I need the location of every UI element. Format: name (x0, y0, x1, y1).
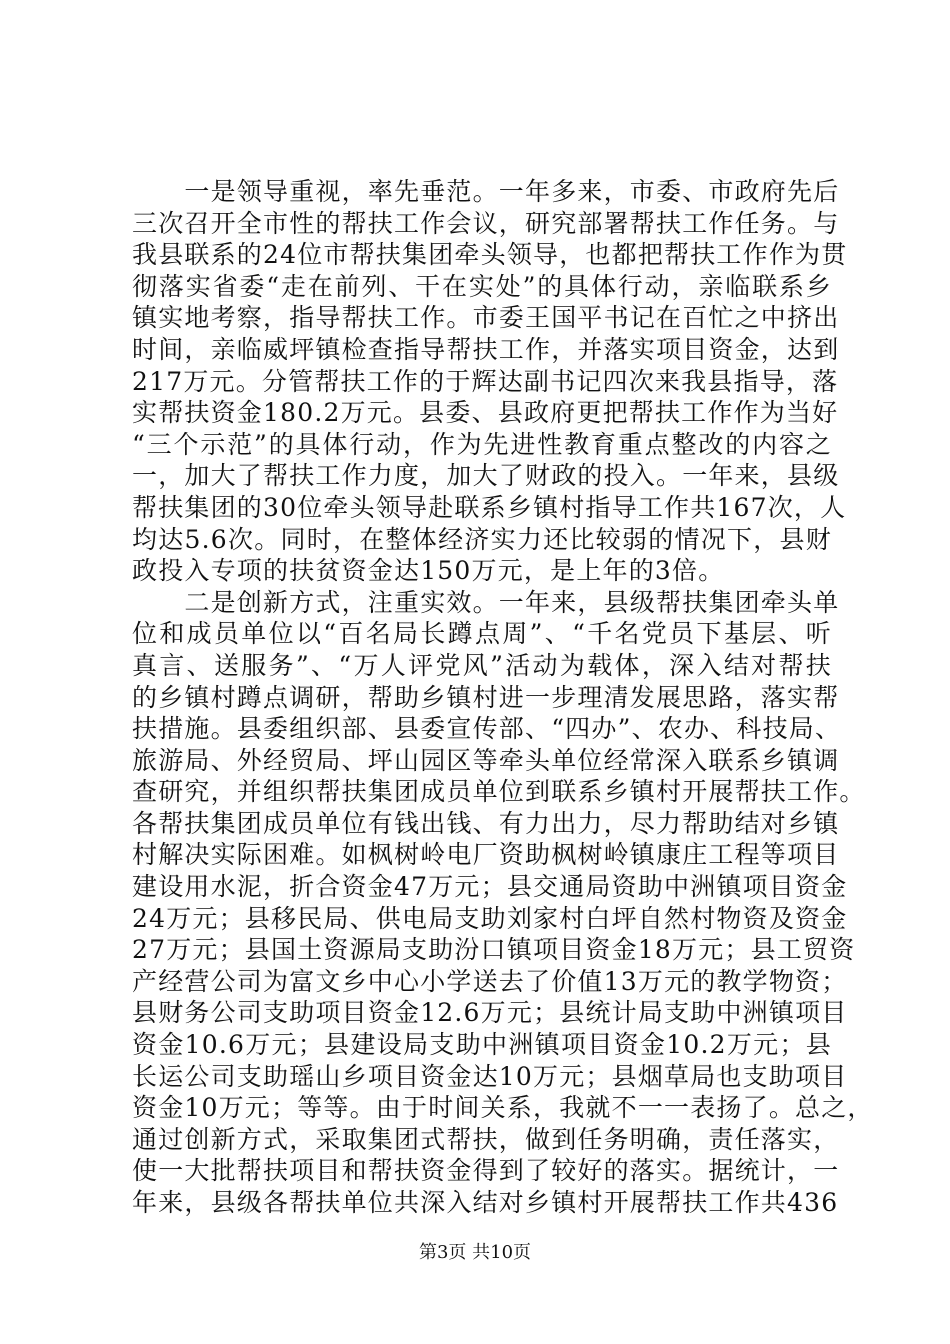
text-line: 一，加大了帮扶工作力度，加大了财政的投入。一年来，县级 (132, 461, 840, 491)
text-line: 均达5.6次。同时，在整体经济实力还比较弱的情况下，县财 (132, 524, 832, 554)
text-line: 27万元；县国土资源局支助汾口镇项目资金18万元；县工贸资 (132, 935, 856, 965)
text-line: 24万元；县移民局、供电局支助刘家村白坪自然村物资及资金 (132, 903, 848, 933)
paragraph-innovation (132, 587, 874, 1219)
body-text (132, 176, 874, 1219)
text-line: 各帮扶集团成员单位有钱出钱、有力出力，尽力帮助结对乡镇 (132, 808, 840, 838)
text-line: 年来，县级各帮扶单位共深入结对乡镇村开展帮扶工作共436 (132, 1188, 839, 1217)
text-line: 通过创新方式，采取集团式帮扶，做到任务明确，责任落实， (132, 1124, 840, 1154)
text-line: 查研究，并组织帮扶集团成员单位到联系乡镇村开展帮扶工作。 (132, 777, 866, 807)
text-line: 帮扶集团的30位牵头领导赴联系乡镇村指导工作共167次，人 (132, 492, 847, 522)
text-line: 扶措施。县委组织部、县委宣传部、“四办”、农办、科技局、 (132, 714, 842, 744)
text-line: 村解决实际困难。如枫树岭电厂资助枫树岭镇康庄工程等项目 (132, 840, 840, 870)
text-line: 资金10.6万元；县建设局支助中洲镇项目资金10.2万元；县 (132, 1030, 832, 1060)
text-line: 217万元。分管帮扶工作的于辉达副书记四次来我县指导，落 (132, 366, 839, 396)
text-line: 政投入专项的扶贫资金达150万元，是上年的3倍。 (132, 556, 725, 586)
text-line: 我县联系的24位市帮扶集团牵头领导，也都把帮扶工作作为贯 (132, 240, 848, 270)
text-line: 旅游局、外经贸局、坪山园区等牵头单位经常深入联系乡镇调 (132, 745, 840, 775)
text-line: 真言、送服务”、“万人评党风”活动为载体，深入结对帮扶 (132, 650, 832, 680)
text-line: 实帮扶资金180.2万元。县委、县政府更把帮扶工作作为当好 (132, 398, 839, 428)
text-line: 位和成员单位以“百名局长蹲点周”、“千名党员下基层、听 (132, 619, 832, 649)
text-line: 二是创新方式，注重实效。一年来，县级帮扶集团牵头单 (132, 587, 840, 617)
text-line: 三次召开全市性的帮扶工作会议，研究部署帮扶工作任务。与 (132, 208, 840, 238)
text-line: 资金10万元；等等。由于时间关系，我就不一一表扬了。总之， (132, 1093, 874, 1123)
text-line: 产经营公司为富文乡中心小学送去了价值13万元的教学物资； (132, 966, 848, 996)
text-line: 的乡镇村蹲点调研，帮助乡镇村进一步理清发展思路，落实帮 (132, 682, 840, 712)
text-line: 一是领导重视，率先垂范。一年多来，市委、市政府先后 (132, 177, 840, 206)
text-line: 彻落实省委“走在前列、干在实处”的具体行动，亲临联系乡 (132, 271, 832, 301)
paragraph-leadership (132, 176, 848, 587)
text-line: 长运公司支助瑶山乡项目资金达10万元；县烟草局也支助项目 (132, 1061, 848, 1091)
text-line: 镇实地考察，指导帮扶工作。市委王国平书记在百忙之中挤出 (132, 303, 840, 333)
page-number: 第3页 共10页 (418, 1242, 532, 1263)
text-line: 时间，亲临威坪镇检查指导帮扶工作，并落实项目资金，达到 (132, 334, 840, 364)
text-line: “三个示范”的具体行动，作为先进性教育重点整改的内容之 (132, 429, 832, 459)
text-line: 使一大批帮扶项目和帮扶资金得到了较好的落实。据统计，一 (132, 1156, 840, 1186)
text-line: 县财务公司支助项目资金12.6万元；县统计局支助中洲镇项目 (132, 998, 848, 1028)
text-line: 建设用水泥，折合资金47万元；县交通局资助中洲镇项目资金 (132, 872, 848, 902)
